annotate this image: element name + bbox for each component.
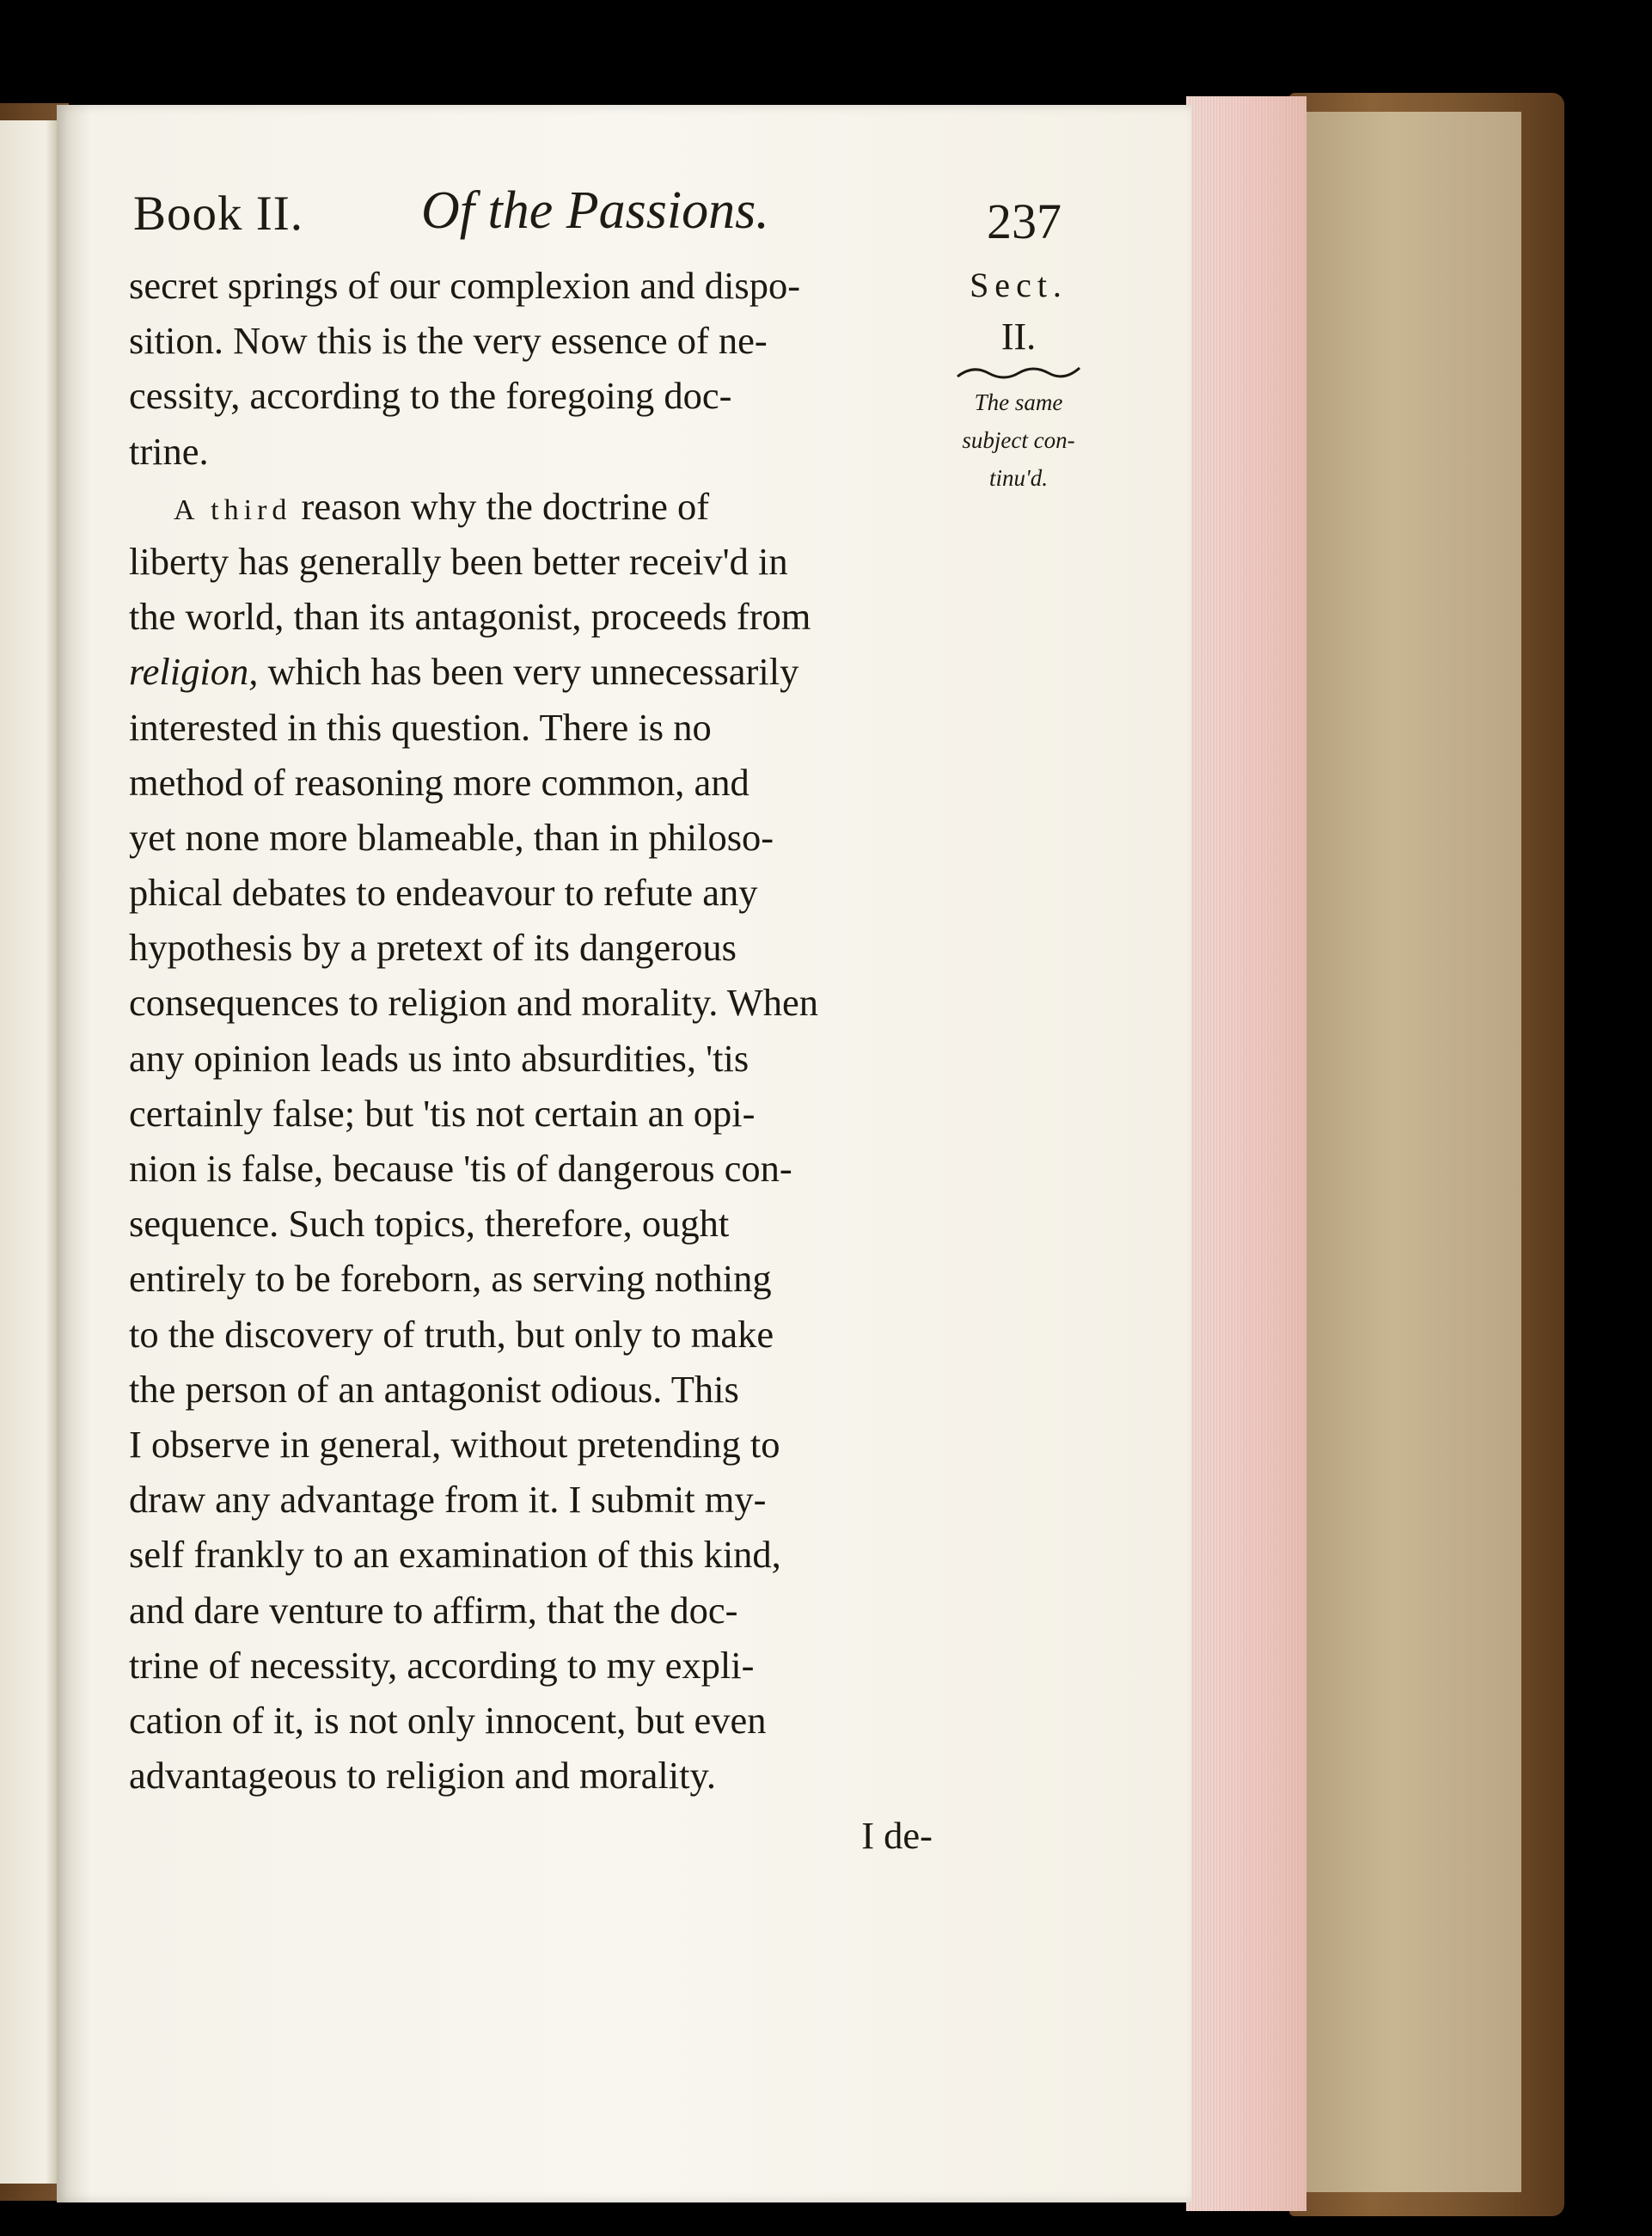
smallcaps-opening: A third (174, 493, 292, 526)
header-book: Book II. (133, 187, 303, 241)
catchword: I de- (861, 1814, 933, 1858)
text-line: trine of necessity, according to my expli- (129, 1643, 755, 1687)
text-line: any opinion leads us into absurdities, 'tis (129, 1036, 750, 1080)
book-cover-inner (1306, 112, 1521, 2192)
text-line: entirely to be foreborn, as serving nothing (129, 1257, 772, 1301)
text-line: method of reasoning more common, and (129, 760, 750, 804)
text-line: nion is false, because 'tis of dangerous con- (129, 1147, 792, 1190)
running-header (133, 181, 1062, 249)
margin-note (954, 258, 1083, 497)
text-line: certainly false; but 'tis not certain an opi- (129, 1091, 756, 1135)
text-line: cessity, according to the foregoing doc- (129, 374, 732, 418)
section-label: Sect. (970, 266, 1068, 304)
text-line: to the discovery of truth, but only to make (129, 1312, 774, 1356)
text-line: advantageous to religion and morality. (129, 1754, 716, 1798)
text-line: consequences to religion and morality. When (129, 981, 818, 1025)
text-line: interested in this question. There is no (129, 705, 712, 749)
body-text (129, 258, 933, 1863)
text-line: hypothesis by a pretext of its dangerous (129, 926, 737, 970)
ornament-icon (954, 361, 1083, 383)
left-page-edge (0, 120, 57, 2184)
text-line: secret springs of our complexion and dispo- (129, 264, 801, 307)
italic-word: religion, (129, 650, 259, 694)
header-title: Of the Passions. (421, 181, 769, 240)
text-line: sition. Now this is the very essence of ne- (129, 319, 768, 363)
text-line: religion, which has been very unnecessarily (129, 650, 799, 694)
margin-note-line: subject con- (962, 427, 1075, 453)
text-line: self frankly to an examination of this kind, (129, 1533, 781, 1577)
margin-note-line: tinu'd. (988, 465, 1049, 491)
text-line: phical debates to endeavour to refute any (129, 871, 758, 915)
page-number: 237 (987, 193, 1062, 249)
text-line: trine. (129, 429, 209, 473)
text-line: sequence. Such topics, therefore, ought (129, 1202, 730, 1246)
text-line: I observe in general, without pretending to (129, 1422, 780, 1466)
text-line: liberty has generally been better receiv'd in (129, 539, 788, 583)
text-line: and dare venture to affirm, that the doc- (129, 1588, 738, 1632)
text-line: the person of an antagonist odious. This (129, 1367, 739, 1411)
text-line: the world, than its antagonist, proceeds from (129, 595, 811, 639)
section-number: II. (1000, 315, 1037, 358)
text-line: A third reason why the doctrine of (174, 484, 710, 528)
text-line: cation of it, is not only innocent, but even (129, 1698, 767, 1742)
page-fore-edge (1186, 96, 1306, 2211)
margin-note-line: The same (974, 389, 1063, 415)
text-line: yet none more blameable, than in philoso- (129, 815, 774, 859)
text-line: draw any advantage from it. I submit my- (129, 1478, 767, 1522)
